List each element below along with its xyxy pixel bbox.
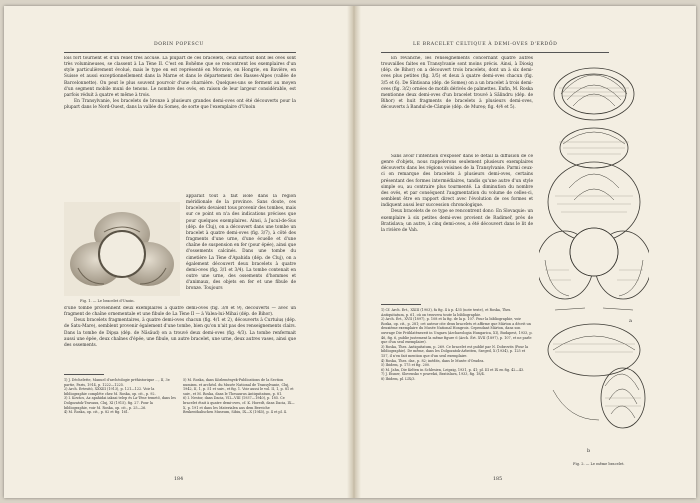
footnote: 2) Arch. Ertesitö, XXXIII (1913), p. 121—122. Voir la bibliographie complète chez M. Roska, op. cit., p. 92. bbox=[64, 387, 156, 396]
left-paragraph-4: Deux bracelets fragmentaires, à quatre demi-oves chacun (fig. 4/1 et 2), découverts à Curtuiuș (dép. de Satu-Mare), semblent provenir également d'une tombe, bien qu'on n'ait pas des renseignements clairs. Dans la tombe de Dipșa (dép. de Năsăud) on a trouvé deux demi-oves (fig. 4/3). La tombe renfermait aussi une épée, deux chaînes d'épée, une fibule, un autre bracelet, une urne, deux autres vases, ainsi que des ossements. bbox=[64, 318, 296, 348]
right-paragraph-2: Sans avoir l'intention d'exposer dans le détail la diffusion de ce genre d'objets, nous rappelerons seulement plusieurs exemplaires découverts dans les régions voisines de la Transylvanie. Parmi ceux-ci on remarque des bracelets à plusieurs demi-oves, certains présentant des formes intermédiaires, tandis qu'une autre d'un style simple ou, au contraire plus tourmenté. La diminution du nombre des ovés, et par conséquent l'augmentation du volume de celles-ci, semblent être en rapport direct avec l'évolution de ces formes et indiquent aussi leur succession chronologique. bbox=[381, 154, 533, 209]
book-spread bbox=[4, 6, 696, 498]
footnote: 1) Cf. Arch. Ért., XXIII (1903), fa fig. 4 à p. 435 (note texte), et Roska, Thes. Antiquitatum, p. 61, où on trouvera toute la bibliographie. bbox=[381, 308, 512, 317]
left-footnotes-col1 bbox=[64, 378, 177, 466]
right-paragraph-1: En revanche, les renseignements concernant quatre autres trouvailles faites en Transylvanie sont moins précis. Ainsi, à Diosig (dép. de Bihor) on a découvert trois bracelets, dont un à six demi-oves plus petites (fig. 3/5) et deux à quatre demi-oves chacun (fig. 3/5 et 6). De Sîntioana (dép. de Someș) on a un bracelet à trois demi-oves (fig. 3/2) ornées de motifs dérivés de palmettes. Enfin, M. Roska mentionne deux demi-oves d'un bracelet trouvé à Sălindru (dép. de Bihor) et huit fragments de bracelets à plusieurs demi-oves, découverts à Bandul-de-Câmpie (dép. de Mureș; fig. 4/4 et 5). bbox=[381, 56, 533, 111]
figure-label-b: b bbox=[587, 448, 591, 454]
footnote: 3) I. Kovács, Az apahidai iaksai telep és La-Tène temető, dans les Dolgozatok-Travaux, Cluj, XI (1915), fig. 27. Pour la bibliographie, voir M. Roska, op. cit., p. 25—26. bbox=[64, 396, 176, 410]
footnote: 4) M. Roska, op. cit., p. 82 et fig. 161. bbox=[64, 410, 129, 415]
left-body-top bbox=[64, 56, 296, 191]
left-footnote-rule bbox=[64, 374, 104, 375]
right-page bbox=[361, 6, 696, 498]
footnote: 8) Ibidem, pl. LIX/3. bbox=[381, 376, 416, 381]
left-paragraph-3: d'une tombe proviennent deux exemplaires à quatre demi-oves (fig. 3/8 et 9), découverts — avec un fragment de chaîne ornementale et une fibule de La Tène II — à Valea-lui-Mihai (dép. de Bihor). bbox=[64, 306, 296, 318]
footnote: 1) J. Déchelette, Manuel d'archéologie préhistorique ..., II, 3e partie, Paris, 1914, p. 1222—1225. bbox=[64, 378, 170, 387]
left-paragraph-1: lois fort tournent et d'un relief très accusé. La plupart de ces bracelets, ceux surtout dont les ovés sont très volumineuses, se classent à La Tène II. C'est en Bohême que se rencontrent les exemplaires d'un style particulièrement évolué, mais le type en est représenté en Moravie, en Hongrie, en Bavière, en Suisse et aussi exceptionnellement dans la Marne et dans le département des Basses-Alpes (vallée de Barcelonnette). On peut le plus souvent pourvoir d'une charnière. Quelques-uns se ferment au moyen d'un segment mobile muni de tenons. Le nombre des ovés, en raison de leur largeur considérable, est parfois réduit à quatre et même à trois. bbox=[64, 56, 296, 98]
footnote: 3) Roska, Thes. Antiquitatum, p. 269. Ce bracelet est publié par N. Dobrovits (Pour la bibliographie). De même, dans les Dolgozatok-Arbeiten, Szeged, X (1934), p. 125 et 157, il n'en fait mention que d'un seul exemplaire. bbox=[381, 344, 529, 358]
right-footnote-rule bbox=[381, 304, 421, 305]
right-figure-caption: Fig. 2. — Le même bracelet. bbox=[573, 462, 625, 466]
left-running-head: DORIN POPESCU bbox=[154, 42, 204, 47]
right-page-number: 185 bbox=[493, 477, 503, 482]
right-footnotes bbox=[381, 308, 533, 470]
footnote: 5) Ibidem, p. 175 et fig. 200. bbox=[381, 363, 431, 368]
left-wrap-text: apparaît tout à fait isolé dans la région méridionale de la province. Sans doute, ces bracelets devaient tous provenir des tombes, mais sur ce point on n'a des indications précises que pour quelques exemplaires. Ainsi, à Jucul-de-Sus (dép. de Cluj), on a découvert dans une tombe un bracelet à quatre demi-oves (fig. 3/7), à côté des fragments d'une urne, d'une écuelle et d'une chaîne de suspension en fer (pour épée), ainsi que d'ossements calcinés. Dans une tombe du cimetière La Tène d'Apahida (dép. de Cluj), on a également découvert deux bracelets à quatre demi-oves (fig. 3/1 et 3/4). La tombe contenait en outre une urne, des ossements d'hommes et d'animaux, des objets en fer et une fibule de bronze. Toujours bbox=[186, 194, 296, 292]
left-paragraph-2: En Transylvanie, les bracelets de bronze à plusieurs grandes demi-oves ont été découverts pour la plupart dans le Nord-Ouest, dans la vallée du Someș, de sorte que l'exemplaire d'Unoin bbox=[64, 99, 296, 111]
left-page-number: 184 bbox=[174, 477, 184, 482]
book-gutter bbox=[347, 6, 361, 498]
left-page bbox=[4, 6, 347, 498]
right-body-top bbox=[381, 56, 533, 148]
footnote: 5) M. Roska, dans Közlemények-Publications de la Section numism. et archéol. du Musée National de Transylvanie, Cluj, 1942, II, 1, p. 51 et suiv., et fig. 1. Voir aussi le vol. II, 1, p. 81 et suiv., et M. Roska, dans le Thesaurus Antiquitatum, p. 81. bbox=[183, 378, 294, 396]
footnote: 6) I. Nestor, dans Dacia, VII—VIII (1937—1940), p. 185. Ce bracelet était à quatre demi-oves, cf. K. Horedt, dans Dacia, IX—X, p. 191 et dans les Materialen aus dem Bereiche Brukenthalischen Museum, Sibiu, IX—X (1945), p. 4 et pl. 4. bbox=[183, 396, 295, 415]
left-head-rule bbox=[64, 52, 296, 53]
footnote: 7) J. Eisner, Slovensko v pravekú, Bratislava, 1933, fig. 18/4. bbox=[381, 372, 485, 377]
footnote: 2) Arch. Ért., XVII (1897), p. 108 et la fig. de la p. 107. Pour la bibliographie, voir Roska, op. cit., p. 281; cet auteur cite deux bracelets et affirme que Márton a décrit un deuxième exemplaire du Musée National Hongrois. Cependant Márton, dans son ouvrage Die Frühlatènezeit in Ungarn (Archaeologia Hungarica, XI), Budapest, 1933, p. 46, fig. 6, publie justement la même figure 6 (Arch. Ért. XVII (1897), p. 107, et ne parle que d'un seul exemplaire). bbox=[381, 317, 533, 345]
left-footnotes-col2 bbox=[183, 378, 296, 466]
right-body-column bbox=[381, 154, 533, 302]
left-figure-caption: Fig. 1. — Le bracelet d'Unoin. bbox=[80, 299, 135, 303]
right-paragraph-3: Deux bracelets de ce type se rencontrent donc: En Slovaquie: un exemplaire à six petites demi-oves provient de Radimeř, près de Bratislava; un autre, à cinq demi-oves, a été découvert dans le lit de la rivière de Vah. bbox=[381, 209, 533, 233]
right-head-rule bbox=[381, 52, 609, 53]
footnote: 6) M. Jahn, Die Kelten in Schlesien, Leipzig, 1931, p. 41; pl. III et IX en fig. 42—43. bbox=[381, 367, 525, 372]
right-running-head: LE BRACELET CELTIQUE À DEMI-OVES D'ERDŐD bbox=[413, 42, 558, 47]
left-body-bottom bbox=[64, 306, 296, 372]
bracelet-line-drawing bbox=[539, 60, 649, 456]
unoin-bracelet-photo bbox=[64, 202, 180, 296]
figure-label-a: a bbox=[629, 318, 632, 324]
footnote: 4) Roska, Thes. dar., p. 82; inédits, dans le Musée d'Oradea. bbox=[381, 358, 485, 363]
